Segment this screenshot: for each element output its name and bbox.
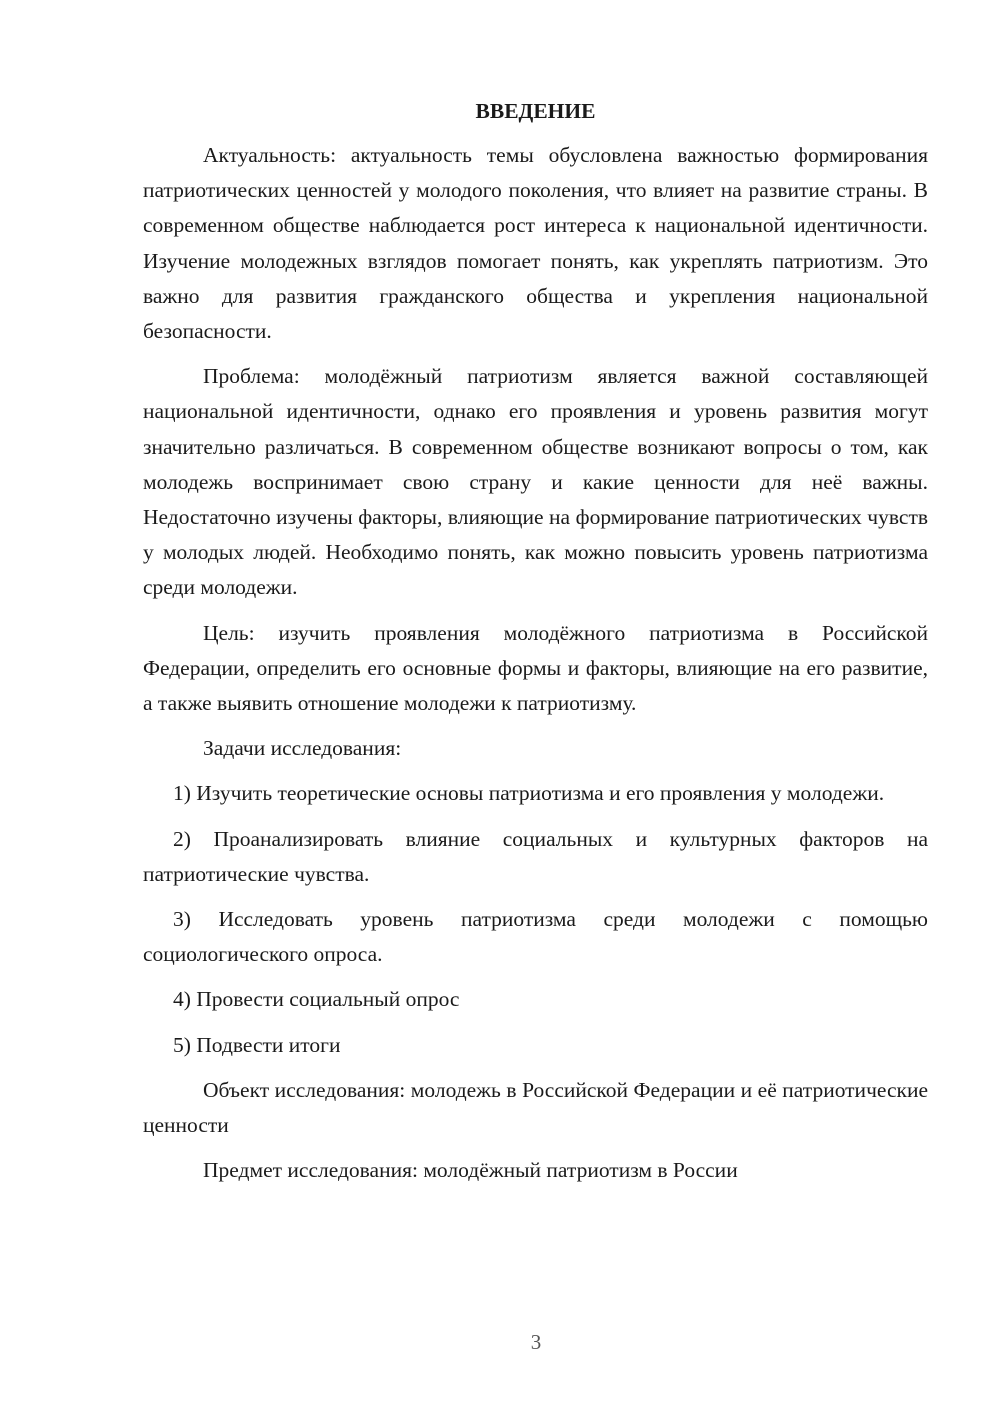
document-page xyxy=(143,92,928,1198)
task-item-3: 3) Исследовать уровень патриотизма среди молодежи с помощью социологического опроса. xyxy=(143,907,928,967)
paragraph-object: Объект исследования: молодежь в Российской Федерации и её патриотические ценности xyxy=(143,1077,928,1138)
paragraph-relevance: Актуальность: актуальность темы обусловлена важностью формирования патриотических ценностей у молодого поколения, что влияет на развитие страны. В современном обществе наблюдается рост интереса к национальной идентичности. Изучение молодежных взглядов помогает понять, как укреплять патриотизм. Это важно для развития гражданского общества и укрепления национальной безопасности. xyxy=(143,143,928,344)
task-item-2: 2) Проанализировать влияние социальных и культурных факторов на патриотические чувства. xyxy=(143,826,928,886)
paragraph-tasks-heading: Задачи исследования: xyxy=(203,736,402,761)
paragraph-goal: Цель: изучить проявления молодёжного патриотизма в Российской Федерации, определить его основные формы и факторы, влияющие на его развитие, а также выявить отношение молодежи к патриотизму. xyxy=(143,620,928,716)
task-item-5: 5) Подвести итоги xyxy=(173,1032,341,1057)
paragraph-problem: Проблема: молодёжный патриотизм является важной составляющей национальной идентичности, однако его проявления и уровень развития могут значительно различаться. В современном обществе возникают вопросы о том, как молодежь воспринимает свою страну и какие ценности для неё важны. Недостаточно изучены факторы, влияющие на формирование патриотических чувств у молодых людей. Необходимо понять, как можно повысить уровень патриотизма среди молодежи. xyxy=(143,364,928,600)
task-item-1: 1) Изучить теоретические основы патриотизма и его проявления у молодежи. xyxy=(173,781,885,806)
paragraph-subject: Предмет исследования: молодёжный патриотизм в России xyxy=(203,1158,738,1183)
task-item-4: 4) Провести социальный опрос xyxy=(173,987,460,1012)
page-number: 3 xyxy=(530,1330,542,1354)
page-title: ВВЕДЕНИЕ xyxy=(475,99,596,123)
